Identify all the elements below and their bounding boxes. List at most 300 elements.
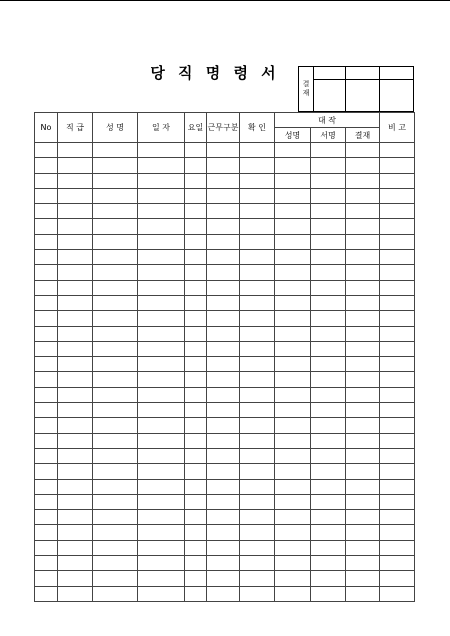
table-cell[interactable]	[35, 326, 58, 341]
table-cell[interactable]	[311, 295, 346, 310]
table-cell[interactable]	[275, 143, 311, 158]
table-cell[interactable]	[240, 387, 275, 402]
table-cell[interactable]	[58, 479, 93, 494]
table-cell[interactable]	[93, 173, 138, 188]
table-cell[interactable]	[346, 143, 380, 158]
table-cell[interactable]	[35, 158, 58, 173]
table-cell[interactable]	[185, 479, 207, 494]
table-cell[interactable]	[207, 326, 240, 341]
table-cell[interactable]	[93, 556, 138, 571]
table-cell[interactable]	[35, 494, 58, 509]
table-cell[interactable]	[35, 464, 58, 479]
table-cell[interactable]	[93, 204, 138, 219]
table-cell[interactable]	[346, 479, 380, 494]
table-cell[interactable]	[311, 372, 346, 387]
table-cell[interactable]	[380, 372, 415, 387]
table-cell[interactable]	[185, 403, 207, 418]
table-cell[interactable]	[35, 295, 58, 310]
table-cell[interactable]	[138, 525, 185, 540]
table-cell[interactable]	[207, 464, 240, 479]
table-cell[interactable]	[207, 387, 240, 402]
table-cell[interactable]	[207, 433, 240, 448]
table-cell[interactable]	[346, 540, 380, 555]
table-cell[interactable]	[240, 510, 275, 525]
table-cell[interactable]	[380, 571, 415, 586]
table-cell[interactable]	[138, 265, 185, 280]
table-cell[interactable]	[35, 173, 58, 188]
table-cell[interactable]	[35, 403, 58, 418]
table-cell[interactable]	[185, 418, 207, 433]
table-cell[interactable]	[185, 280, 207, 295]
table-cell[interactable]	[138, 173, 185, 188]
table-cell[interactable]	[311, 403, 346, 418]
table-cell[interactable]	[207, 571, 240, 586]
table-cell[interactable]	[185, 311, 207, 326]
table-cell[interactable]	[185, 188, 207, 203]
table-cell[interactable]	[58, 387, 93, 402]
table-cell[interactable]	[185, 433, 207, 448]
table-cell[interactable]	[35, 341, 58, 356]
table-cell[interactable]	[35, 250, 58, 265]
table-cell[interactable]	[58, 494, 93, 509]
approval-sign-cell-1[interactable]	[314, 80, 346, 112]
table-cell[interactable]	[275, 341, 311, 356]
table-cell[interactable]	[346, 173, 380, 188]
table-cell[interactable]	[58, 556, 93, 571]
table-cell[interactable]	[185, 326, 207, 341]
table-cell[interactable]	[240, 556, 275, 571]
table-cell[interactable]	[138, 418, 185, 433]
table-cell[interactable]	[185, 357, 207, 372]
table-cell[interactable]	[346, 280, 380, 295]
table-cell[interactable]	[240, 372, 275, 387]
table-cell[interactable]	[346, 204, 380, 219]
table-cell[interactable]	[311, 326, 346, 341]
table-cell[interactable]	[240, 311, 275, 326]
table-cell[interactable]	[93, 265, 138, 280]
table-cell[interactable]	[58, 357, 93, 372]
table-cell[interactable]	[185, 219, 207, 234]
table-cell[interactable]	[380, 188, 415, 203]
table-cell[interactable]	[138, 295, 185, 310]
table-cell[interactable]	[275, 326, 311, 341]
table-cell[interactable]	[346, 556, 380, 571]
table-cell[interactable]	[35, 510, 58, 525]
table-cell[interactable]	[35, 586, 58, 601]
table-cell[interactable]	[240, 158, 275, 173]
table-cell[interactable]	[58, 448, 93, 463]
table-cell[interactable]	[311, 540, 346, 555]
table-cell[interactable]	[240, 571, 275, 586]
table-cell[interactable]	[240, 525, 275, 540]
table-cell[interactable]	[93, 341, 138, 356]
table-cell[interactable]	[380, 525, 415, 540]
table-cell[interactable]	[275, 280, 311, 295]
table-cell[interactable]	[380, 494, 415, 509]
table-cell[interactable]	[138, 464, 185, 479]
table-cell[interactable]	[240, 586, 275, 601]
table-cell[interactable]	[138, 204, 185, 219]
table-cell[interactable]	[185, 204, 207, 219]
table-cell[interactable]	[311, 556, 346, 571]
table-cell[interactable]	[311, 464, 346, 479]
table-cell[interactable]	[35, 540, 58, 555]
table-cell[interactable]	[138, 510, 185, 525]
table-cell[interactable]	[346, 341, 380, 356]
table-cell[interactable]	[207, 418, 240, 433]
table-cell[interactable]	[35, 571, 58, 586]
table-cell[interactable]	[240, 540, 275, 555]
table-cell[interactable]	[207, 250, 240, 265]
table-cell[interactable]	[138, 311, 185, 326]
table-cell[interactable]	[346, 586, 380, 601]
table-cell[interactable]	[240, 357, 275, 372]
table-cell[interactable]	[380, 341, 415, 356]
table-cell[interactable]	[275, 403, 311, 418]
table-cell[interactable]	[35, 433, 58, 448]
table-cell[interactable]	[185, 295, 207, 310]
table-cell[interactable]	[346, 494, 380, 509]
table-cell[interactable]	[185, 143, 207, 158]
table-cell[interactable]	[207, 143, 240, 158]
table-cell[interactable]	[207, 234, 240, 249]
table-cell[interactable]	[240, 448, 275, 463]
table-cell[interactable]	[311, 571, 346, 586]
table-cell[interactable]	[93, 295, 138, 310]
table-cell[interactable]	[138, 479, 185, 494]
table-cell[interactable]	[58, 143, 93, 158]
table-cell[interactable]	[35, 357, 58, 372]
table-cell[interactable]	[275, 510, 311, 525]
table-cell[interactable]	[240, 418, 275, 433]
table-cell[interactable]	[240, 143, 275, 158]
table-cell[interactable]	[93, 357, 138, 372]
table-cell[interactable]	[240, 250, 275, 265]
table-cell[interactable]	[346, 571, 380, 586]
table-cell[interactable]	[346, 448, 380, 463]
table-cell[interactable]	[185, 586, 207, 601]
table-cell[interactable]	[346, 387, 380, 402]
table-cell[interactable]	[380, 556, 415, 571]
table-cell[interactable]	[380, 173, 415, 188]
table-cell[interactable]	[93, 479, 138, 494]
table-cell[interactable]	[240, 403, 275, 418]
table-cell[interactable]	[35, 311, 58, 326]
table-cell[interactable]	[240, 204, 275, 219]
table-cell[interactable]	[93, 158, 138, 173]
table-cell[interactable]	[346, 158, 380, 173]
table-cell[interactable]	[380, 418, 415, 433]
table-cell[interactable]	[311, 525, 346, 540]
table-cell[interactable]	[275, 571, 311, 586]
table-cell[interactable]	[207, 204, 240, 219]
table-cell[interactable]	[311, 158, 346, 173]
table-cell[interactable]	[275, 188, 311, 203]
table-cell[interactable]	[58, 234, 93, 249]
table-cell[interactable]	[207, 219, 240, 234]
table-cell[interactable]	[58, 433, 93, 448]
table-cell[interactable]	[311, 448, 346, 463]
table-cell[interactable]	[58, 464, 93, 479]
table-cell[interactable]	[185, 556, 207, 571]
table-cell[interactable]	[380, 403, 415, 418]
table-cell[interactable]	[380, 479, 415, 494]
table-cell[interactable]	[207, 173, 240, 188]
table-cell[interactable]	[380, 586, 415, 601]
table-cell[interactable]	[185, 540, 207, 555]
table-cell[interactable]	[35, 525, 58, 540]
table-cell[interactable]	[275, 479, 311, 494]
approval-header-cell-2[interactable]	[346, 67, 380, 80]
table-cell[interactable]	[93, 586, 138, 601]
table-cell[interactable]	[240, 464, 275, 479]
table-cell[interactable]	[275, 387, 311, 402]
table-cell[interactable]	[380, 510, 415, 525]
table-cell[interactable]	[93, 188, 138, 203]
table-cell[interactable]	[207, 586, 240, 601]
table-cell[interactable]	[93, 448, 138, 463]
table-cell[interactable]	[207, 341, 240, 356]
table-cell[interactable]	[240, 173, 275, 188]
table-cell[interactable]	[240, 265, 275, 280]
approval-sign-cell-3[interactable]	[380, 80, 414, 112]
table-cell[interactable]	[93, 387, 138, 402]
table-cell[interactable]	[207, 540, 240, 555]
table-cell[interactable]	[58, 586, 93, 601]
table-cell[interactable]	[138, 280, 185, 295]
table-cell[interactable]	[240, 341, 275, 356]
table-cell[interactable]	[207, 280, 240, 295]
table-cell[interactable]	[35, 188, 58, 203]
table-cell[interactable]	[275, 250, 311, 265]
table-cell[interactable]	[346, 403, 380, 418]
table-cell[interactable]	[138, 250, 185, 265]
table-cell[interactable]	[138, 219, 185, 234]
table-cell[interactable]	[311, 494, 346, 509]
table-cell[interactable]	[311, 341, 346, 356]
table-cell[interactable]	[185, 265, 207, 280]
table-cell[interactable]	[138, 403, 185, 418]
table-cell[interactable]	[380, 158, 415, 173]
table-cell[interactable]	[380, 234, 415, 249]
table-cell[interactable]	[275, 464, 311, 479]
table-cell[interactable]	[185, 158, 207, 173]
table-cell[interactable]	[35, 280, 58, 295]
table-cell[interactable]	[240, 494, 275, 509]
table-cell[interactable]	[380, 143, 415, 158]
approval-header-cell-1[interactable]	[314, 67, 346, 80]
table-cell[interactable]	[138, 234, 185, 249]
table-cell[interactable]	[93, 525, 138, 540]
table-cell[interactable]	[138, 586, 185, 601]
table-cell[interactable]	[207, 525, 240, 540]
table-cell[interactable]	[138, 188, 185, 203]
table-cell[interactable]	[93, 418, 138, 433]
table-cell[interactable]	[58, 280, 93, 295]
table-cell[interactable]	[380, 280, 415, 295]
table-cell[interactable]	[138, 341, 185, 356]
table-cell[interactable]	[275, 204, 311, 219]
table-cell[interactable]	[275, 448, 311, 463]
table-cell[interactable]	[58, 326, 93, 341]
table-cell[interactable]	[380, 448, 415, 463]
table-cell[interactable]	[346, 265, 380, 280]
table-cell[interactable]	[138, 372, 185, 387]
table-cell[interactable]	[346, 433, 380, 448]
table-cell[interactable]	[380, 250, 415, 265]
table-cell[interactable]	[380, 433, 415, 448]
table-cell[interactable]	[240, 234, 275, 249]
table-cell[interactable]	[380, 540, 415, 555]
table-cell[interactable]	[138, 571, 185, 586]
table-cell[interactable]	[58, 265, 93, 280]
table-cell[interactable]	[35, 234, 58, 249]
table-cell[interactable]	[275, 418, 311, 433]
table-cell[interactable]	[93, 326, 138, 341]
table-cell[interactable]	[275, 311, 311, 326]
table-cell[interactable]	[275, 173, 311, 188]
table-cell[interactable]	[275, 556, 311, 571]
table-cell[interactable]	[311, 311, 346, 326]
table-cell[interactable]	[311, 265, 346, 280]
table-cell[interactable]	[380, 387, 415, 402]
table-cell[interactable]	[93, 540, 138, 555]
table-cell[interactable]	[58, 341, 93, 356]
table-cell[interactable]	[138, 387, 185, 402]
table-cell[interactable]	[346, 418, 380, 433]
table-cell[interactable]	[185, 250, 207, 265]
table-cell[interactable]	[346, 464, 380, 479]
table-cell[interactable]	[311, 280, 346, 295]
approval-sign-cell-2[interactable]	[346, 80, 380, 112]
table-cell[interactable]	[311, 357, 346, 372]
table-cell[interactable]	[35, 219, 58, 234]
table-cell[interactable]	[207, 188, 240, 203]
table-cell[interactable]	[346, 372, 380, 387]
table-cell[interactable]	[138, 540, 185, 555]
table-cell[interactable]	[207, 295, 240, 310]
table-cell[interactable]	[275, 265, 311, 280]
table-cell[interactable]	[275, 295, 311, 310]
table-cell[interactable]	[346, 357, 380, 372]
table-cell[interactable]	[185, 510, 207, 525]
table-cell[interactable]	[58, 571, 93, 586]
table-cell[interactable]	[275, 158, 311, 173]
table-cell[interactable]	[275, 372, 311, 387]
table-cell[interactable]	[138, 494, 185, 509]
table-cell[interactable]	[185, 571, 207, 586]
table-cell[interactable]	[207, 265, 240, 280]
table-cell[interactable]	[58, 158, 93, 173]
table-cell[interactable]	[311, 143, 346, 158]
table-cell[interactable]	[35, 479, 58, 494]
table-cell[interactable]	[311, 479, 346, 494]
table-cell[interactable]	[58, 250, 93, 265]
table-cell[interactable]	[346, 311, 380, 326]
table-cell[interactable]	[93, 234, 138, 249]
table-cell[interactable]	[240, 188, 275, 203]
table-cell[interactable]	[275, 219, 311, 234]
table-cell[interactable]	[311, 387, 346, 402]
table-cell[interactable]	[346, 188, 380, 203]
table-cell[interactable]	[207, 357, 240, 372]
table-cell[interactable]	[275, 586, 311, 601]
table-cell[interactable]	[35, 556, 58, 571]
table-cell[interactable]	[275, 525, 311, 540]
table-cell[interactable]	[380, 326, 415, 341]
table-cell[interactable]	[311, 234, 346, 249]
table-cell[interactable]	[185, 387, 207, 402]
table-cell[interactable]	[207, 448, 240, 463]
table-cell[interactable]	[240, 479, 275, 494]
table-cell[interactable]	[207, 158, 240, 173]
table-cell[interactable]	[138, 433, 185, 448]
table-cell[interactable]	[240, 280, 275, 295]
table-cell[interactable]	[185, 234, 207, 249]
table-cell[interactable]	[58, 204, 93, 219]
table-cell[interactable]	[93, 280, 138, 295]
table-cell[interactable]	[275, 433, 311, 448]
table-cell[interactable]	[311, 204, 346, 219]
table-cell[interactable]	[58, 219, 93, 234]
table-cell[interactable]	[138, 556, 185, 571]
table-cell[interactable]	[311, 510, 346, 525]
table-cell[interactable]	[93, 494, 138, 509]
table-cell[interactable]	[35, 143, 58, 158]
table-cell[interactable]	[240, 433, 275, 448]
table-cell[interactable]	[93, 433, 138, 448]
table-cell[interactable]	[138, 143, 185, 158]
table-cell[interactable]	[58, 525, 93, 540]
table-cell[interactable]	[346, 295, 380, 310]
table-cell[interactable]	[93, 143, 138, 158]
table-cell[interactable]	[58, 510, 93, 525]
table-cell[interactable]	[275, 357, 311, 372]
table-cell[interactable]	[311, 418, 346, 433]
table-cell[interactable]	[138, 158, 185, 173]
table-cell[interactable]	[380, 311, 415, 326]
table-cell[interactable]	[207, 479, 240, 494]
table-cell[interactable]	[380, 357, 415, 372]
table-cell[interactable]	[346, 219, 380, 234]
table-cell[interactable]	[185, 341, 207, 356]
table-cell[interactable]	[207, 556, 240, 571]
table-cell[interactable]	[58, 403, 93, 418]
table-cell[interactable]	[138, 357, 185, 372]
table-cell[interactable]	[58, 418, 93, 433]
table-cell[interactable]	[207, 510, 240, 525]
table-cell[interactable]	[275, 234, 311, 249]
table-cell[interactable]	[346, 234, 380, 249]
table-cell[interactable]	[35, 372, 58, 387]
table-cell[interactable]	[207, 372, 240, 387]
table-cell[interactable]	[93, 464, 138, 479]
table-cell[interactable]	[311, 250, 346, 265]
table-cell[interactable]	[207, 494, 240, 509]
table-cell[interactable]	[93, 311, 138, 326]
table-cell[interactable]	[138, 448, 185, 463]
table-cell[interactable]	[380, 219, 415, 234]
table-cell[interactable]	[93, 219, 138, 234]
table-cell[interactable]	[185, 494, 207, 509]
table-cell[interactable]	[58, 540, 93, 555]
table-cell[interactable]	[58, 372, 93, 387]
table-cell[interactable]	[311, 173, 346, 188]
table-cell[interactable]	[311, 433, 346, 448]
table-cell[interactable]	[207, 403, 240, 418]
table-cell[interactable]	[58, 173, 93, 188]
table-cell[interactable]	[207, 311, 240, 326]
